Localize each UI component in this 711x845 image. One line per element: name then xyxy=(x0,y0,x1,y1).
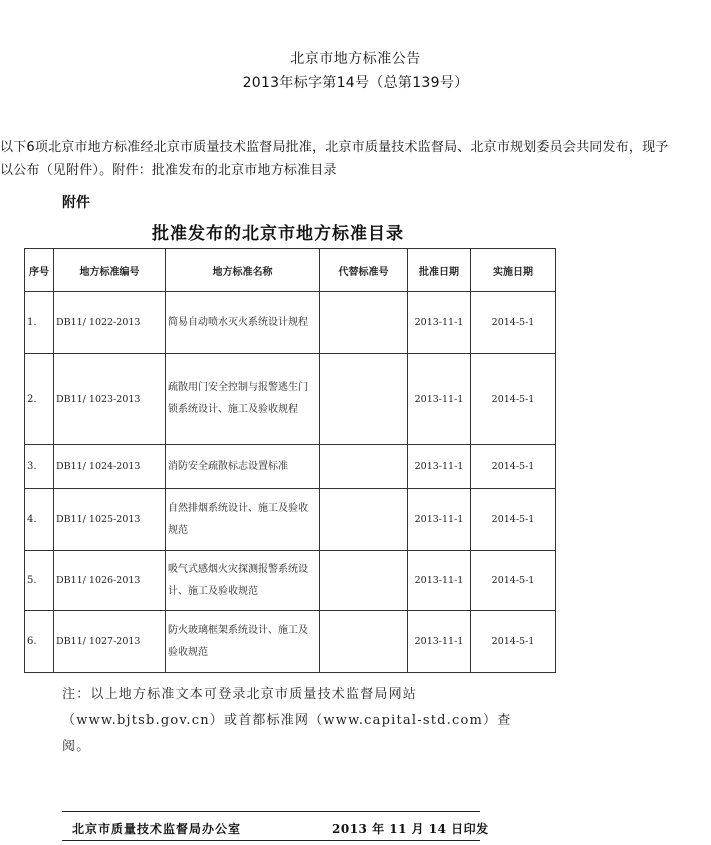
row-name: 自然排烟系统设计、施工及验收规范 xyxy=(166,489,320,551)
catalog-title: 批准发布的北京市地方标准目录 xyxy=(152,224,404,244)
footer-bottom-rule xyxy=(62,840,480,841)
standards-table xyxy=(24,248,556,673)
table-row xyxy=(25,292,556,354)
header-approved: 批准日期 xyxy=(408,249,471,292)
row-name: 简易自动喷水灭火系统设计规程 xyxy=(166,292,320,354)
row-code: DB11/ 1026-2013 xyxy=(54,551,166,611)
row-index: 4. xyxy=(25,489,54,551)
row-code: DB11/ 1022-2013 xyxy=(54,292,166,354)
announcement-title: 北京市地方标准公告 xyxy=(290,51,421,67)
row-code: DB11/ 1025-2013 xyxy=(54,489,166,551)
issue-date: 2013 年 11 月 14 日印发 xyxy=(332,822,489,836)
row-approved: 2013-11-1 xyxy=(408,611,471,673)
row-index: 2. xyxy=(25,354,54,445)
header-code: 地方标准编号 xyxy=(54,249,166,292)
intro-paragraph xyxy=(0,136,711,182)
row-effective: 2014-5-1 xyxy=(471,489,556,551)
note-line-2: （www.bjtsb.gov.cn）或首都标准网（www.capital-std.com）查 xyxy=(62,713,512,728)
footer-top-rule xyxy=(62,811,480,812)
table-row xyxy=(25,354,556,445)
row-replaces xyxy=(320,489,408,551)
announcement-number: 2013年标字第14号（总第139号） xyxy=(242,75,469,91)
row-index: 5. xyxy=(25,551,54,611)
header-name: 地方标准名称 xyxy=(166,249,320,292)
attachment-label: 附件 xyxy=(62,195,90,211)
row-index: 3. xyxy=(25,445,54,489)
note-line-1: 注：以上地方标准文本可登录北京市质量技术监督局网站 xyxy=(62,687,418,702)
row-effective: 2014-5-1 xyxy=(471,611,556,673)
table-header-row xyxy=(25,249,556,292)
row-approved: 2013-11-1 xyxy=(408,292,471,354)
row-approved: 2013-11-1 xyxy=(408,445,471,489)
note-paragraph xyxy=(62,682,512,760)
table-row xyxy=(25,489,556,551)
issuing-office: 北京市质量技术监督局办公室 xyxy=(72,822,242,836)
table-row xyxy=(25,445,556,489)
row-replaces xyxy=(320,292,408,354)
row-effective: 2014-5-1 xyxy=(471,292,556,354)
row-code: DB11/ 1024-2013 xyxy=(54,445,166,489)
row-code: DB11/ 1027-2013 xyxy=(54,611,166,673)
row-replaces xyxy=(320,354,408,445)
row-effective: 2014-5-1 xyxy=(471,354,556,445)
row-replaces xyxy=(320,551,408,611)
table-row xyxy=(25,611,556,673)
row-name: 防火玻璃框架系统设计、施工及验收规范 xyxy=(166,611,320,673)
row-index: 1. xyxy=(25,292,54,354)
row-approved: 2013-11-1 xyxy=(408,551,471,611)
row-approved: 2013-11-1 xyxy=(408,354,471,445)
table-row xyxy=(25,551,556,611)
row-code: DB11/ 1023-2013 xyxy=(54,354,166,445)
row-approved: 2013-11-1 xyxy=(408,489,471,551)
intro-line-2: 以公布（见附件）。附件：批准发布的北京市地方标准目录 xyxy=(0,163,337,178)
row-replaces xyxy=(320,445,408,489)
note-line-3: 阅。 xyxy=(62,739,91,754)
header-index: 序号 xyxy=(25,249,54,292)
row-index: 6. xyxy=(25,611,54,673)
row-name: 吸气式感烟火灾探测报警系统设计、施工及验收规范 xyxy=(166,551,320,611)
header-replaces: 代替标准号 xyxy=(320,249,408,292)
row-effective: 2014-5-1 xyxy=(471,551,556,611)
header-effective: 实施日期 xyxy=(471,249,556,292)
row-effective: 2014-5-1 xyxy=(471,445,556,489)
intro-line-1: 以下6项北京市地方标准经北京市质量技术监督局批准，北京市质量技术监督局、北京市规划委员会共同发布，现予 xyxy=(0,140,669,155)
row-name: 疏散用门安全控制与报警逃生门锁系统设计、施工及验收规程 xyxy=(166,354,320,445)
row-name: 消防安全疏散标志设置标准 xyxy=(166,445,320,489)
row-replaces xyxy=(320,611,408,673)
